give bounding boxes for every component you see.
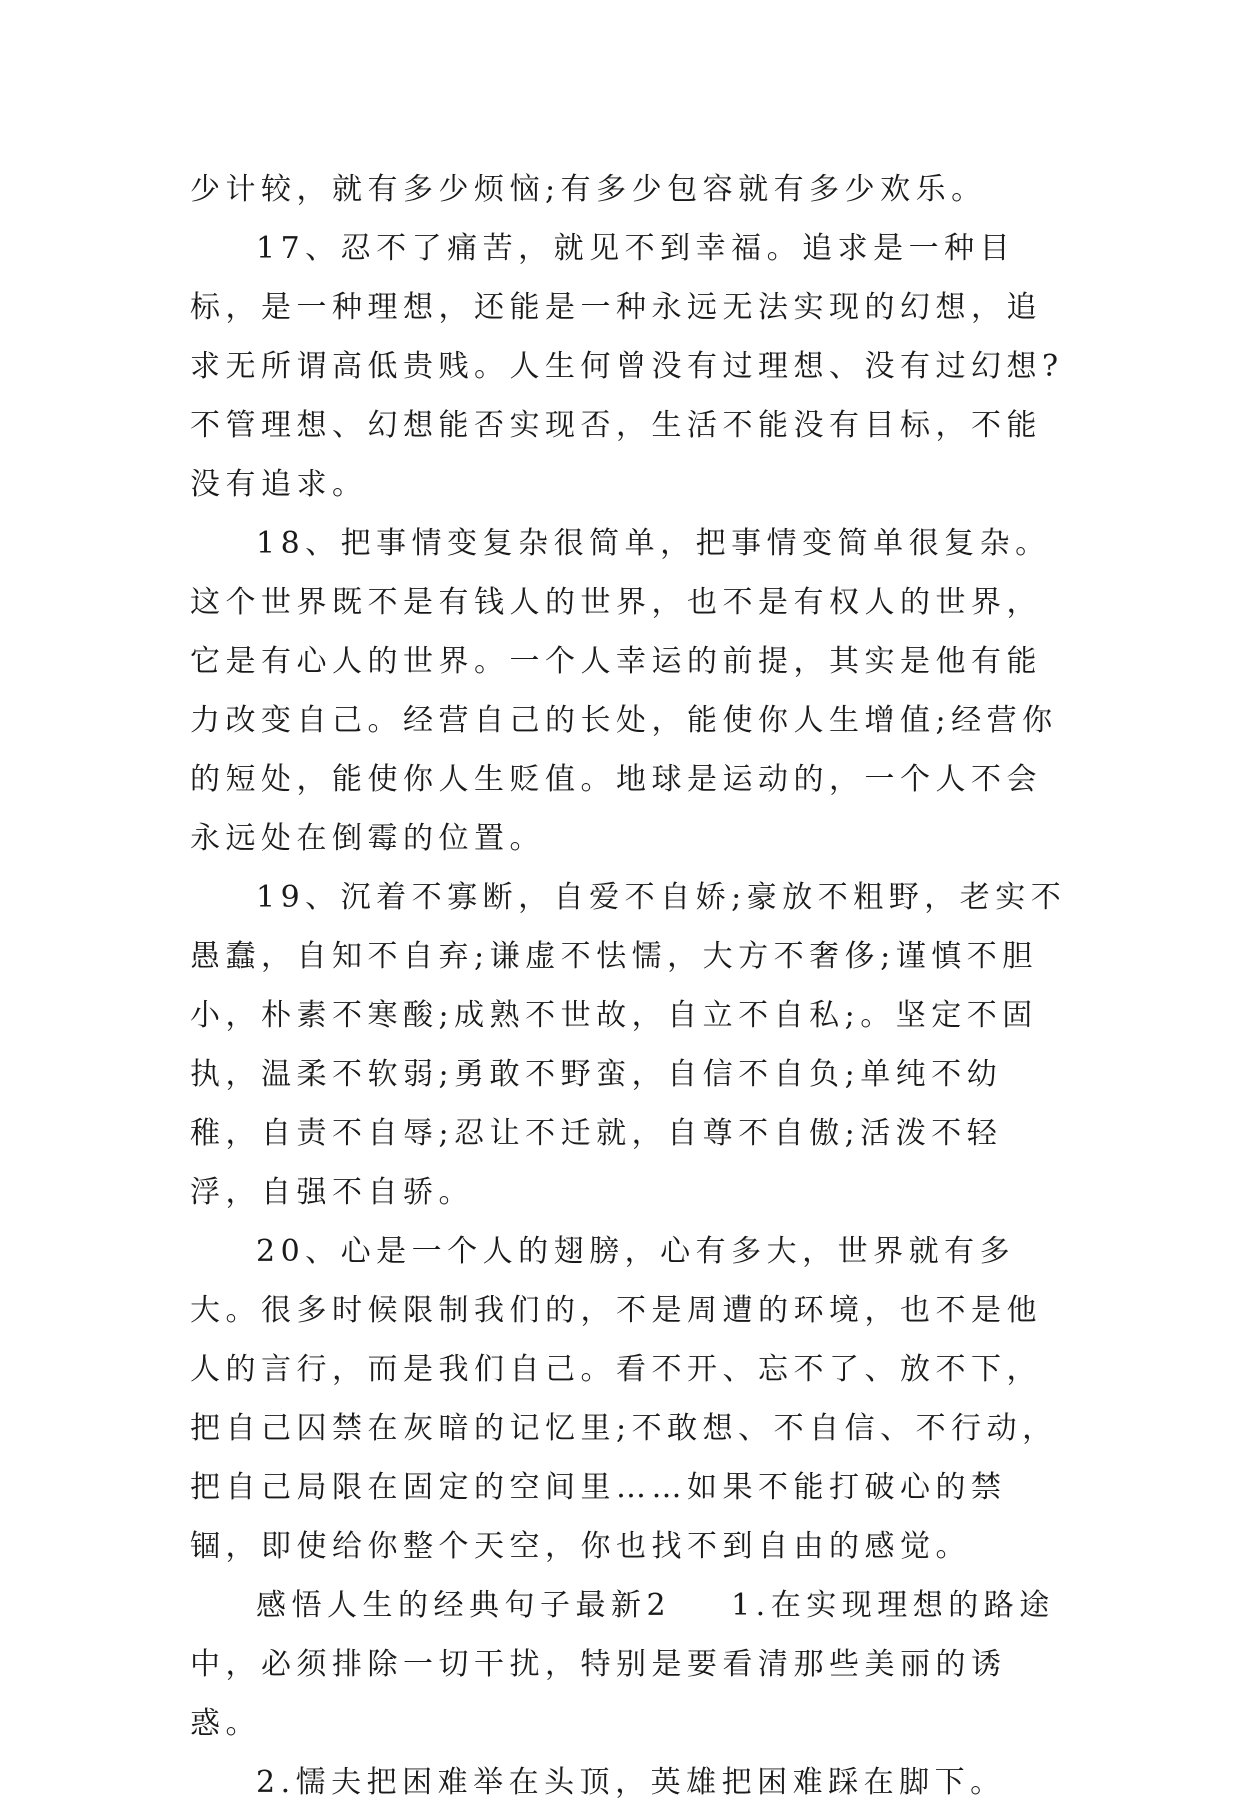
paragraph-17: 17、忍不了痛苦，就见不到幸福。追求是一种目标，是一种理想，还能是一种永远无法实现的幻想，追求无所谓高低贵贱。人生何曾没有过理想、没有过幻想?不管理想、幻想能否实现否，生活不能没有目标，不能没有追求。 bbox=[190, 231, 1064, 502]
section-paragraph bbox=[190, 1576, 1070, 1753]
paragraph-18: 18、把事情变复杂很简单，把事情变简单很复杂。这个世界既不是有钱人的世界，也不是有权人的世界，它是有心人的世界。一个人幸运的前提，其实是他有能力改变自己。经营自己的长处，能使你人生增值;经营你的短处，能使你人生贬值。地球是运动的，一个人不会永远处在倒霉的位置。 bbox=[190, 526, 1058, 856]
section-heading: 感悟人生的经典句子最新2 bbox=[256, 1588, 672, 1623]
list-item-1: 1.在实现理想的路途中，必须排除一切干扰，特别是要看清那些美丽的诱惑。 bbox=[190, 1588, 1055, 1741]
paragraph-continuation: 少计较，就有多少烦恼;有多少包容就有多少欢乐。 bbox=[190, 172, 987, 207]
paragraph-19: 19、沉着不寡断，自爱不自娇;豪放不粗野，老实不愚蠢，自知不自弃;谦虚不怯懦，大方不奢侈;谨慎不胆小，朴素不寒酸;成熟不世故，自立不自私;。坚定不固执，温柔不软弱;勇敢不野蛮，自信不自负;单纯不幼稚，自责不自辱;忍让不迁就，自尊不自傲;活泼不轻浮，自强不自骄。 bbox=[190, 880, 1067, 1210]
list-item-2: 2.懦夫把困难举在头顶，英雄把困难踩在脚下。 bbox=[256, 1765, 1006, 1800]
paragraph-20: 20、心是一个人的翅膀，心有多大，世界就有多大。很多时候限制我们的，不是周遭的环境，也不是他人的言行，而是我们自己。看不开、忘不了、放不下，把自己囚禁在灰暗的记忆里;不敢想、不自信、不行动，把自己局限在固定的空间里……如果不能打破心的禁锢，即使给你整个天空，你也找不到自由的感觉。 bbox=[190, 1234, 1058, 1564]
body-text bbox=[190, 160, 1070, 1812]
